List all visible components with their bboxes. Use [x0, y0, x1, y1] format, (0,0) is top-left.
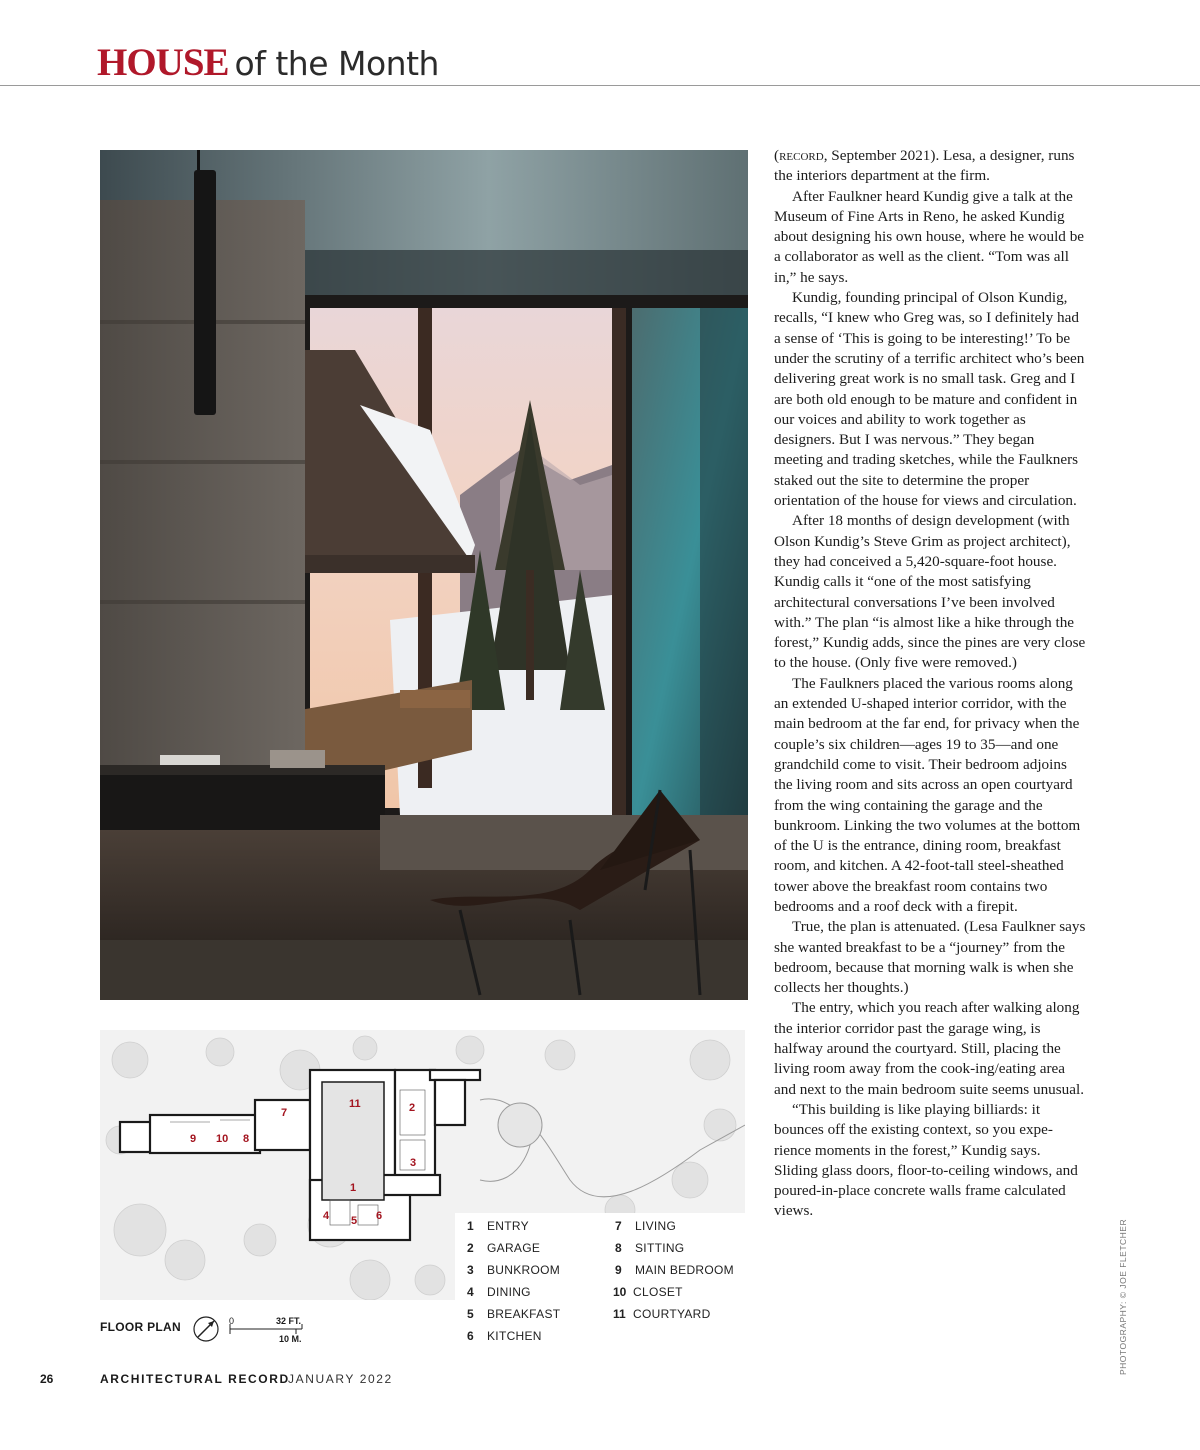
legend-item: 2 GARAGE [467, 1241, 541, 1255]
legend-item: 9 MAIN BEDROOM [615, 1263, 734, 1277]
plan-marker-8: 8 [243, 1133, 250, 1145]
photo-credit: PHOTOGRAPHY: © JOE FLETCHER [1118, 1218, 1128, 1375]
article-paragraph: After Faulkner heard Kundig give a talk at the Museum of Fine Arts in Reno, he asked Kundig about designing his own house, where he would be a collaborator as well as the client. “Tom was all in,” he says. [774, 187, 1085, 286]
article-paragraph: (record, September 2021). Lesa, a designer, runs the interiors department at the firm. [774, 147, 1075, 185]
article-body [774, 146, 1086, 1222]
page-number: 26 [40, 1372, 54, 1386]
floor-plan-label: FLOOR PLAN [100, 1320, 181, 1334]
plan-marker-11: 11 [349, 1098, 361, 1110]
legend-item: 1 ENTRY [467, 1219, 529, 1233]
article-paragraph: Kundig, founding principal of Olson Kundig, recalls, “I knew who Greg was, so I definitely had a sense of ‘This is going to be interesting!’ To be under the scrutiny of a terrific architect who’s been delivering great work is no small task. Greg and I are both old enough to be mature and confident in our voices and ability to work together as designers. But I was nervous.” They began meeting and trading sketches, while the Faulkners staked out the site to determine the proper orientation of the house for views and circulation. [774, 289, 1085, 510]
issue-date: JANUARY 2022 [288, 1372, 393, 1386]
section-title-bold: HOUSE [97, 41, 229, 84]
article-paragraph: “This building is like playing billiards: it bounces off the existing context, so you expe-rience moments in the forest,” Kundig says. Sliding glass doors, floor-to-ceiling windows, and poured-in-place concrete walls frame calculated views. [774, 1100, 1078, 1220]
plan-marker-4: 4 [323, 1210, 330, 1222]
floor-plan [100, 1030, 745, 1300]
legend-item: 4 DINING [467, 1285, 531, 1299]
plan-marker-6: 6 [376, 1210, 383, 1222]
plan-marker-3: 3 [410, 1157, 417, 1169]
article-paragraph: After 18 months of design development (with Olson Kundig’s Steve Grim as project architect), they had conceived a 5,420-square-foot house. Kundig calls it “one of the most satisfying architectural conversations I’ve been involved with.” The plan “is almost like a hike through the forest,” Kundig adds, since the pines are very close to the house. (Only five were removed.) [774, 512, 1086, 672]
plan-marker-2: 2 [409, 1102, 416, 1114]
plan-marker-7: 7 [281, 1107, 288, 1119]
header-rule [0, 85, 1200, 86]
legend-item: 10 CLOSET [613, 1285, 683, 1299]
scale-meters: 10 M. [279, 1334, 302, 1344]
section-header [97, 40, 439, 84]
scale-zero: 0 [229, 1316, 235, 1326]
legend-item: 7 LIVING [615, 1219, 677, 1233]
article-paragraph: The Faulkners placed the various rooms along an extended U-shaped interior corridor, with the main bedroom at the far end, for privacy when the couple’s six children—ages 19 to 35—and one grandchild come to visit. Their bedroom adjoins the living room and sits across an open courtyard from the wing containing the garage and the bunkroom. Linking the two volumes at the bottom of the U is the entrance, dining room, breakfast room, and kitchen. A 42-foot-tall steel-sheathed tower above the breakfast room contains two bedrooms and a roof deck with a firepit. [774, 674, 1081, 915]
legend-item: 8 SITTING [615, 1241, 685, 1255]
plan-marker-10: 10 [216, 1133, 229, 1145]
section-title-rest: of the Month [234, 44, 439, 83]
article-paragraph: The entry, which you reach after walking along the interior corridor past the garage wing, is halfway around the courtyard. Still, placing the living room away from the cook-ing/eating area and next to the main bedroom suite seems unusual. [774, 999, 1085, 1098]
plan-marker-1: 1 [350, 1182, 357, 1194]
plan-marker-9: 9 [190, 1133, 197, 1145]
legend-item: 3 BUNKROOM [467, 1263, 561, 1277]
scale-feet: 32 FT. [276, 1316, 302, 1326]
article-paragraph: True, the plan is attenuated. (Lesa Faulkner says she wanted breakfast to be a “journey” from the bedroom, because that morning walk is when she collects her thoughts.) [774, 918, 1086, 997]
legend-item: 6 KITCHEN [467, 1329, 542, 1343]
legend-item: 5 BREAKFAST [467, 1307, 561, 1321]
legend-item: 11 COURTYARD [613, 1307, 711, 1321]
plan-marker-5: 5 [351, 1215, 358, 1227]
publication-name: ARCHITECTURAL RECORD [100, 1372, 290, 1386]
interior-photo [100, 150, 748, 1000]
